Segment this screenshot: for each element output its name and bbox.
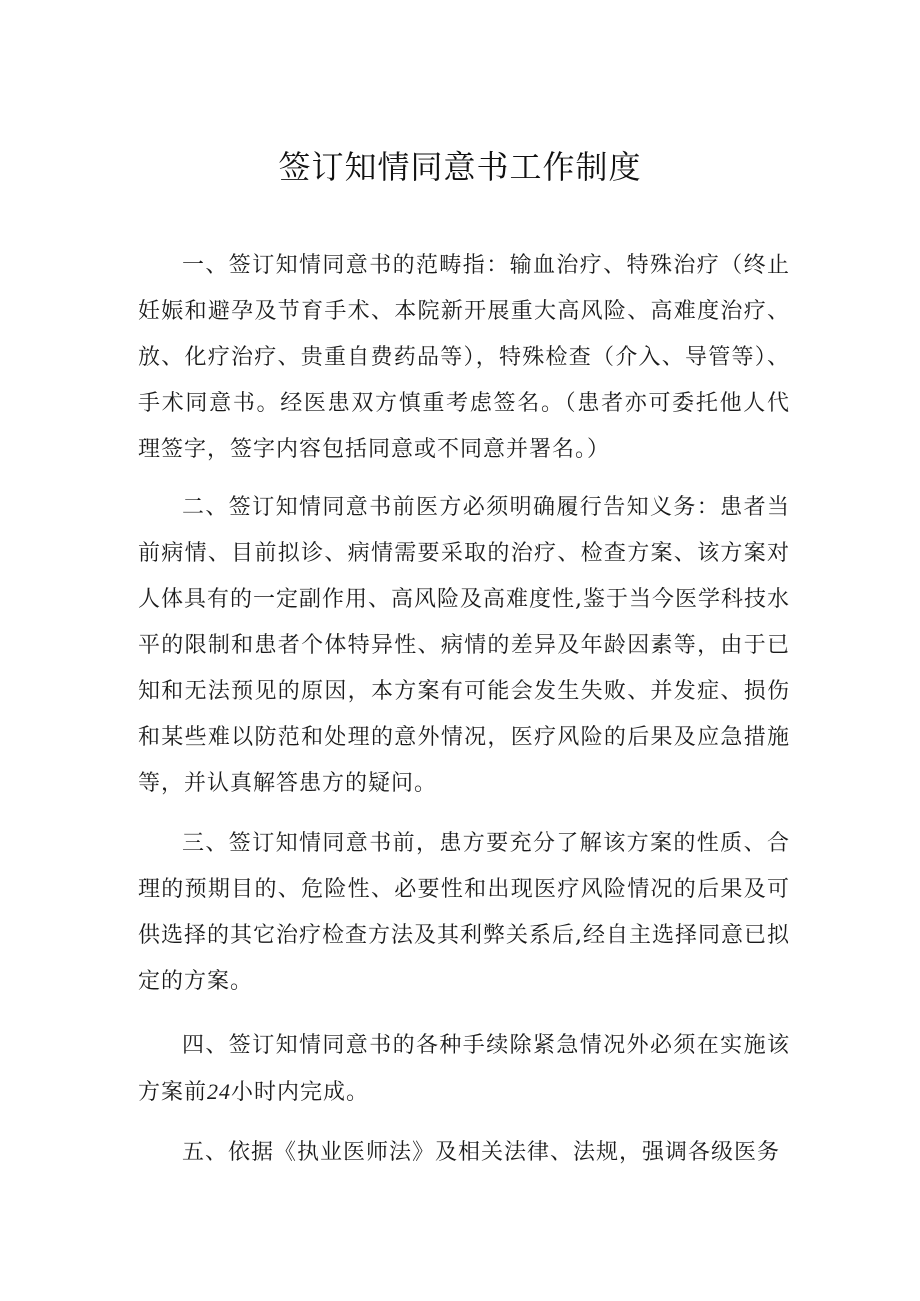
paragraph-4-number: 24	[207, 1079, 232, 1104]
paragraph-4	[138, 1023, 790, 1116]
paragraph-4-after: 小时内完成。	[231, 1080, 370, 1105]
paragraph-3: 三、签订知情同意书前，患方要充分了解该方案的性质、合理的预期目的、危险性、必要性和出现医疗风险情况的后果及可供选择的其它治疗检查方法及其利弊关系后,经自主选择同意已拟定的方案。	[138, 831, 790, 994]
paragraph-1: 一、签订知情同意书的范畴指：输血治疗、特殊治疗（终止妊娠和避孕及节育手术、本院新开展重大高风险、高难度治疗、放、化疗治疗、贵重自费药品等），特殊检查（介入、导管等）、手术同意书。经医患双方慎重考虑签名。（患者亦可委托他人代理签字，签字内容包括同意或不同意并署名。）	[138, 253, 790, 462]
paragraph-5: 五、依据《执业医师法》及相关法律、法规，强调各级医务	[182, 1140, 781, 1165]
document-title: 签订知情同意书工作制度	[278, 148, 642, 186]
paragraph-2: 二、签订知情同意书前医方必须明确履行告知义务：患者当前病情、目前拟诊、病情需要采取的治疗、检查方案、该方案对人体具有的一定副作用、高风险及高难度性,鉴于当今医学科技水平的限制和患者个体特异性、病情的差异及年龄因素等，由于已知和无法预见的原因，本方案有可能会发生失败、并发症、损伤和某些难以防范和处理的意外情况，医疗风险的后果及应急措施等，并认真解答患方的疑问。	[138, 495, 790, 796]
document-body	[138, 243, 790, 1176]
paragraph-4-before: 四、签订知情同意书的各种手续除紧急情况外必须在实施该方案前	[138, 1033, 790, 1105]
